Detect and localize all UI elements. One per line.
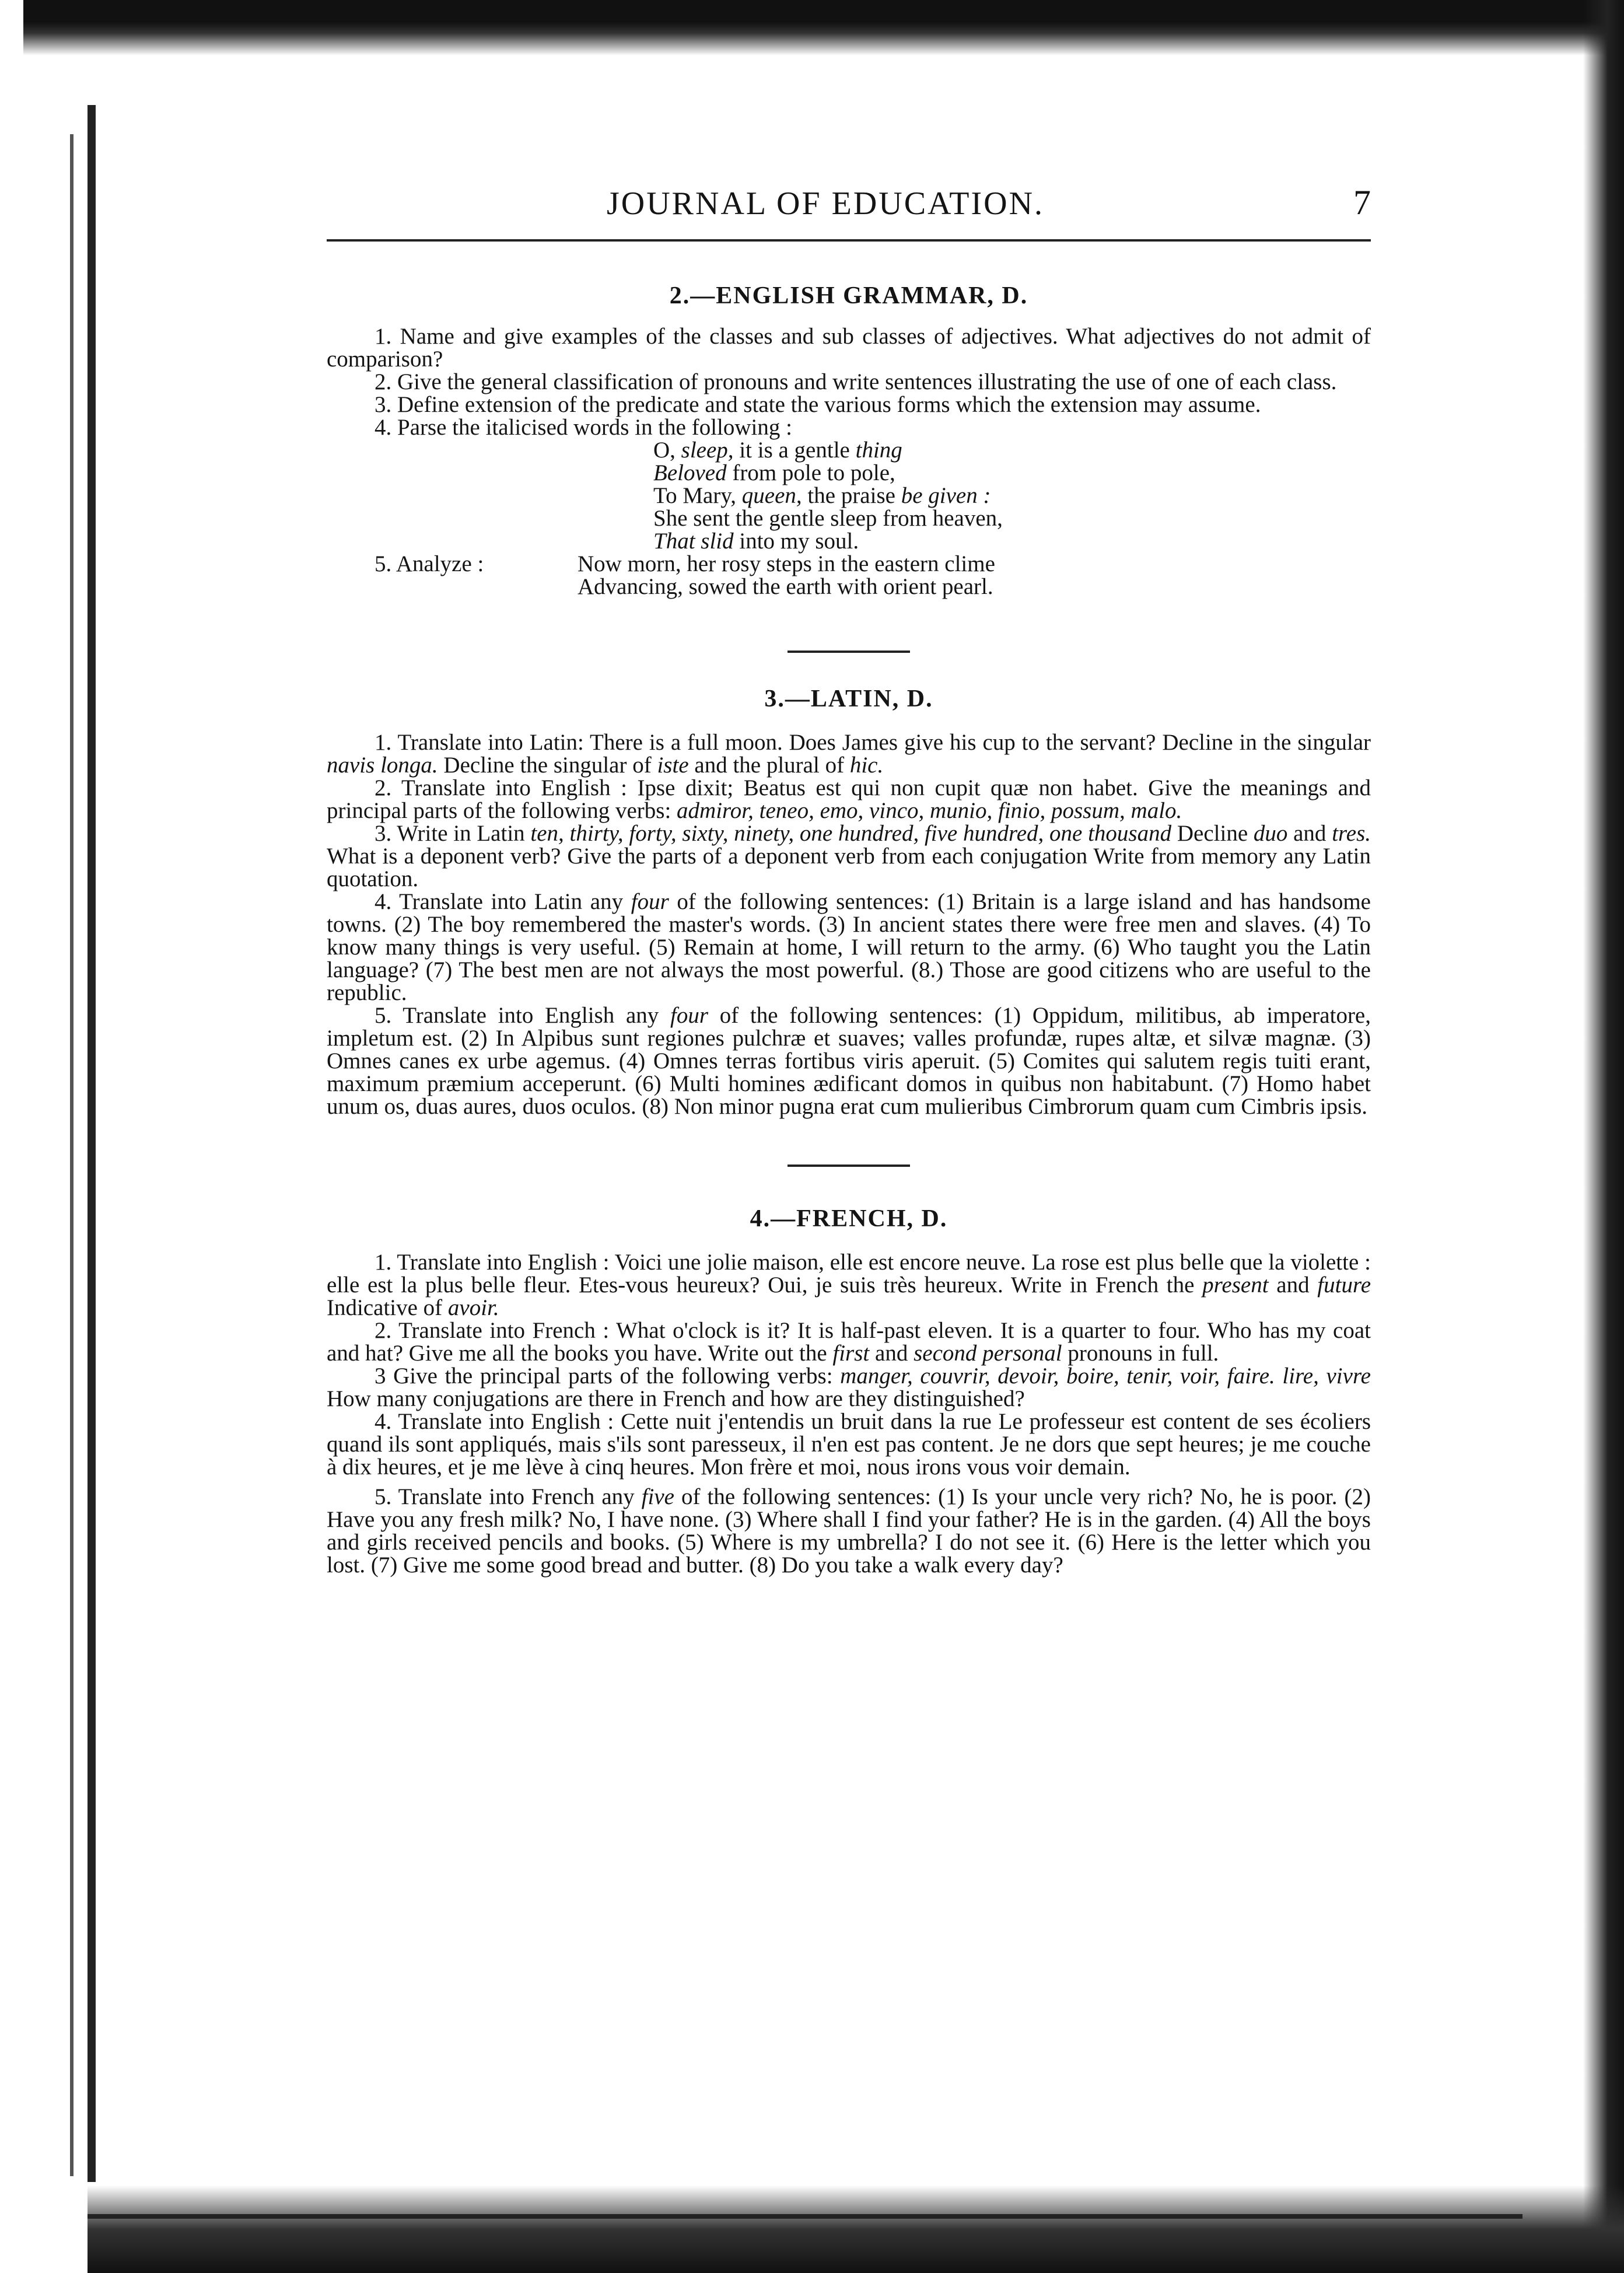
analyze-line: Advancing, sowed the earth with orient pearl. (578, 574, 993, 599)
page-number: 7 (1353, 183, 1371, 222)
scan-edge-right (1583, 0, 1624, 2273)
running-title: JOURNAL OF EDUCATION. (607, 186, 1045, 222)
latin-question-4: 4. Translate into Latin any four of the following sentences: (1) Britain is a large island and has handsome towns. (2) The boy remembered the master's words. (3) In ancient states there were free men and slaves. (4) To know many things is very useful. (5) Remain at home, I will return to the army. (6) Who taught you the Latin language? (7) The best men are not always the most powerful. (8.) Those are good citizens who are useful to the republic. (327, 889, 1371, 1005)
scan-edge-bottom (88, 2185, 1624, 2273)
bottom-rule (88, 2214, 1522, 2219)
analyze-line: Now morn, her rosy steps in the eastern clime (578, 551, 995, 576)
page-content (327, 175, 1371, 1576)
page-header (327, 175, 1371, 239)
french-question-4: 4. Translate into English : Cette nuit j'entendis un bruit dans la rue Le professeur est content de ses écoliers quand ils sont appliqués, mais s'ils sont paresseux, il n'en est pas content. Je ne dors que sept heures; je me couche à dix heures, et je me lève à cinq heures. Mon frère et moi, nous irons vous voir demain. (327, 1409, 1371, 1480)
french-question-5: 5. Translate into French any five of the following sentences: (1) Is your uncle very rich? No, he is poor. (2) Have you any fresh milk? No, I have none. (3) Where shall I find your father? He is in the garden. (4) All the boys and girls received pencils and books. (5) Where is my umbrella? I do not see it. (6) Here is the letter which you lost. (7) Give me some good bread and butter. (8) Do you take a walk every day? (327, 1484, 1371, 1578)
french-question-1: 1. Translate into English : Voici une jolie maison, elle est encore neuve. La rose est plus belle que la violette : elle est la plus belle fleur. Etes-vous heureux? Oui, je suis très heureux. Write in French the present and future Indicative of avoir. (327, 1250, 1371, 1320)
verse-line: That slid into my soul. (653, 529, 859, 554)
latin-question-5: 5. Translate into English any four of the following sentences: (1) Oppidum, militibus, ab imperatore, impletum est. (2) In Alpibus sunt regiones pulchræ et suaves; valles profundæ, rupes altæ, et silvæ magnæ. (3) Omnes canes ex urbe agemus. (4) Omnes terras fortibus viris aperuit. (5) Comites qui salutem regis tuiti erant, maximum præmium acceperunt. (6) Multi homines ædificant domos in quibus non habitabunt. (7) Homo habet unum os, duas aures, duos oculos. (8) Non minor pugna erat cum mulieribus Cimbrorum quam cum Cimbris ipsis. (327, 1003, 1371, 1119)
verse-line: Beloved from pole to pole, (653, 460, 895, 485)
english-question-3: 3. Define extension of the predicate and state the various forms which the extension may assume. (374, 392, 1261, 417)
latin-question-2: 2. Translate into English : Ipse dixit; Beatus est qui non cupit quæ non habet. Give the meanings and principal parts of the following verbs: admiror, teneo, emo, vinco, munio, finio, possum, malo. (327, 775, 1371, 823)
english-question-1: 1. Name and give examples of the classes and sub classes of adjectives. What adjectives do not admit of comparison? (327, 324, 1371, 372)
header-rule (327, 239, 1371, 242)
section-english-grammar (327, 282, 1371, 599)
section-latin (327, 688, 1371, 1118)
section-french (327, 1205, 1371, 1578)
verse-line: She sent the gentle sleep from heaven, (653, 506, 1003, 531)
latin-question-1: 1. Translate into Latin: There is a full moon. Does James give his cup to the servant? Decline in the singular navis longa. Decline the singular of iste and the plural of hic. (327, 730, 1371, 778)
latin-question-3: 3. Write in Latin ten, thirty, forty, sixty, ninety, one hundred, five hundred, one thousand Decline duo and tres. What is a deponent verb? Give the parts of a deponent verb from each conjugation Write from memory any Latin quotation. (327, 821, 1371, 891)
verse-line: To Mary, queen, the praise be given : (653, 483, 991, 508)
analyze-label: 5. Analyze : (374, 551, 484, 576)
english-question-2: 2. Give the general classification of pronouns and write sentences illustrating the use of one of each class. (374, 369, 1337, 394)
section-title-english: 2.—ENGLISH GRAMMAR, D. (669, 282, 1028, 309)
verse-line: O, sleep, it is a gentle thing (653, 438, 902, 463)
scan-edge-left (88, 105, 96, 2182)
section-title-latin: 3.—LATIN, D. (764, 686, 933, 712)
scan-edge-top (23, 0, 1624, 55)
scan-edge-left-inner (70, 134, 74, 2176)
english-question-4: 4. Parse the italicised words in the following : (374, 415, 792, 440)
english-question-5 (327, 552, 1371, 598)
section-title-french: 4.—FRENCH, D. (750, 1205, 948, 1232)
analyze-lines (578, 552, 995, 598)
verse-quotation (327, 439, 1371, 552)
french-question-3: 3 Give the principal parts of the following verbs: manger, couvrir, devoir, boire, tenir, voir, faire. lire, vivre How many conjugations are there in French and how are they distinguished? (327, 1363, 1371, 1411)
french-question-2: 2. Translate into French : What o'clock is it? It is half-past eleven. It is a quarter to four. Who has my coat and hat? Give me all the books you have. Write out the first and second personal pronouns in full. (327, 1318, 1371, 1366)
